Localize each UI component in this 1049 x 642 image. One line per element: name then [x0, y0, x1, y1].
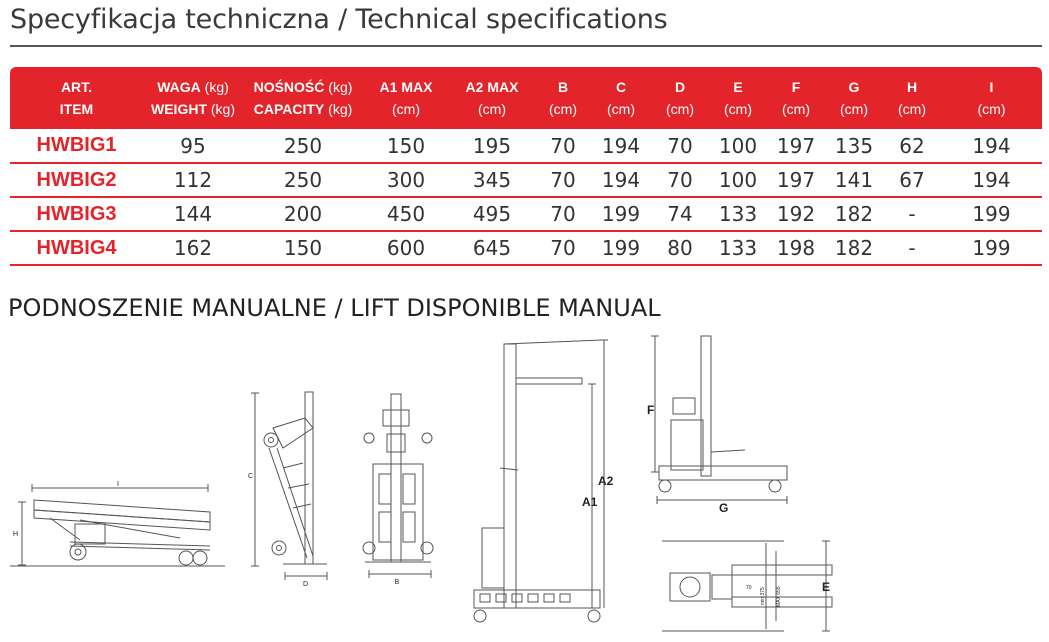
- table-cell: 199: [591, 197, 651, 231]
- dim-label-b: B: [394, 579, 400, 586]
- table-cell: 600: [363, 231, 449, 265]
- table-cell: 70: [535, 163, 591, 197]
- table-cell: 194: [591, 163, 651, 197]
- table-cell: -: [883, 231, 941, 265]
- table-row: [10, 129, 1042, 163]
- drawing-folded-side: [10, 480, 225, 572]
- table-cell: 144: [143, 197, 243, 231]
- dim-label-f: F: [647, 403, 655, 417]
- table-row: [10, 197, 1042, 231]
- dim-label-c: C: [248, 473, 254, 480]
- title-divider: [10, 45, 1042, 47]
- section-title: PODNOSZENIE MANUALNE / LIFT DISPONIBLE MANUAL: [8, 294, 661, 322]
- table-cell: 100: [709, 163, 767, 197]
- dim-label-e: E: [822, 580, 831, 594]
- table-cell: 62: [883, 129, 941, 163]
- table-cell: 133: [709, 197, 767, 231]
- table-cell: 182: [825, 231, 883, 265]
- table-cell: 182: [825, 197, 883, 231]
- drawing-transport-side: [243, 388, 343, 588]
- table-cell: 74: [651, 197, 709, 231]
- drawing-extended-side: [470, 338, 620, 626]
- column-header-4: A2 MAX (cm): [449, 67, 535, 129]
- table-cell: 70: [651, 163, 709, 197]
- drawing-front: [355, 390, 440, 586]
- table-cell: 199: [591, 231, 651, 265]
- table-cell: 194: [591, 129, 651, 163]
- table-cell: 495: [449, 197, 535, 231]
- technical-drawings: [0, 330, 1049, 642]
- table-cell: 250: [243, 129, 363, 163]
- table-cell: 198: [767, 231, 825, 265]
- item-code-cell: HWBIG1: [10, 129, 143, 163]
- dim-label-h: H: [13, 531, 19, 538]
- dim-label-d: D: [303, 581, 309, 588]
- table-cell: 67: [883, 163, 941, 197]
- column-header-10: G (cm): [825, 67, 883, 129]
- table-cell: 645: [449, 231, 535, 265]
- table-cell: 162: [143, 231, 243, 265]
- table-cell: 195: [449, 129, 535, 163]
- table-cell: 141: [825, 163, 883, 197]
- table-cell: 199: [941, 197, 1042, 231]
- table-cell: 70: [535, 197, 591, 231]
- table-cell: 112: [143, 163, 243, 197]
- dim-label-i: I: [117, 481, 119, 488]
- table-cell: 194: [941, 129, 1042, 163]
- table-cell: 95: [143, 129, 243, 163]
- column-header-3: A1 MAX (cm): [363, 67, 449, 129]
- table-header-row: [10, 67, 1042, 129]
- table-cell: 194: [941, 163, 1042, 197]
- table-cell: 70: [535, 231, 591, 265]
- page-title: Specyfikacja techniczna / Technical specifications: [10, 4, 668, 35]
- column-header-9: F (cm): [767, 67, 825, 129]
- column-header-5: B (cm): [535, 67, 591, 129]
- dim-label-max: MAX 655: [776, 586, 782, 607]
- table-cell: 197: [767, 163, 825, 197]
- column-header-11: H (cm): [883, 67, 941, 129]
- column-header-7: D (cm): [651, 67, 709, 129]
- item-code-cell: HWBIG3: [10, 197, 143, 231]
- table-cell: 80: [651, 231, 709, 265]
- drawing-top-view: [658, 535, 836, 640]
- column-header-0: ART. ITEM: [10, 67, 143, 129]
- table-cell: 150: [243, 231, 363, 265]
- table-cell: 192: [767, 197, 825, 231]
- table-cell: 200: [243, 197, 363, 231]
- table-cell: 199: [941, 231, 1042, 265]
- table-cell: 133: [709, 231, 767, 265]
- dim-label-g: G: [719, 501, 729, 514]
- dim-label-min: min 375: [760, 587, 766, 605]
- column-header-2: NOŚNOŚĆ (kg) CAPACITY (kg): [243, 67, 363, 129]
- table-cell: -: [883, 197, 941, 231]
- table-cell: 250: [243, 163, 363, 197]
- table-cell: 450: [363, 197, 449, 231]
- column-header-12: I (cm): [941, 67, 1042, 129]
- table-cell: 70: [535, 129, 591, 163]
- column-header-1: WAGA (kg) WEIGHT (kg): [143, 67, 243, 129]
- table-cell: 135: [825, 129, 883, 163]
- dim-label-a2: A2: [598, 474, 614, 488]
- dim-label-70: 70: [746, 585, 752, 591]
- item-code-cell: HWBIG4: [10, 231, 143, 265]
- spec-table: [10, 67, 1042, 266]
- item-code-cell: HWBIG2: [10, 163, 143, 197]
- table-cell: 150: [363, 129, 449, 163]
- table-body: [10, 129, 1042, 265]
- table-cell: 70: [651, 129, 709, 163]
- table-cell: 345: [449, 163, 535, 197]
- table-row: [10, 163, 1042, 197]
- column-header-6: C (cm): [591, 67, 651, 129]
- table-row: [10, 231, 1042, 265]
- drawing-working-side: [645, 332, 795, 514]
- column-header-8: E (cm): [709, 67, 767, 129]
- dim-label-a1: A1: [582, 495, 598, 509]
- table-cell: 300: [363, 163, 449, 197]
- table-cell: 100: [709, 129, 767, 163]
- table-cell: 197: [767, 129, 825, 163]
